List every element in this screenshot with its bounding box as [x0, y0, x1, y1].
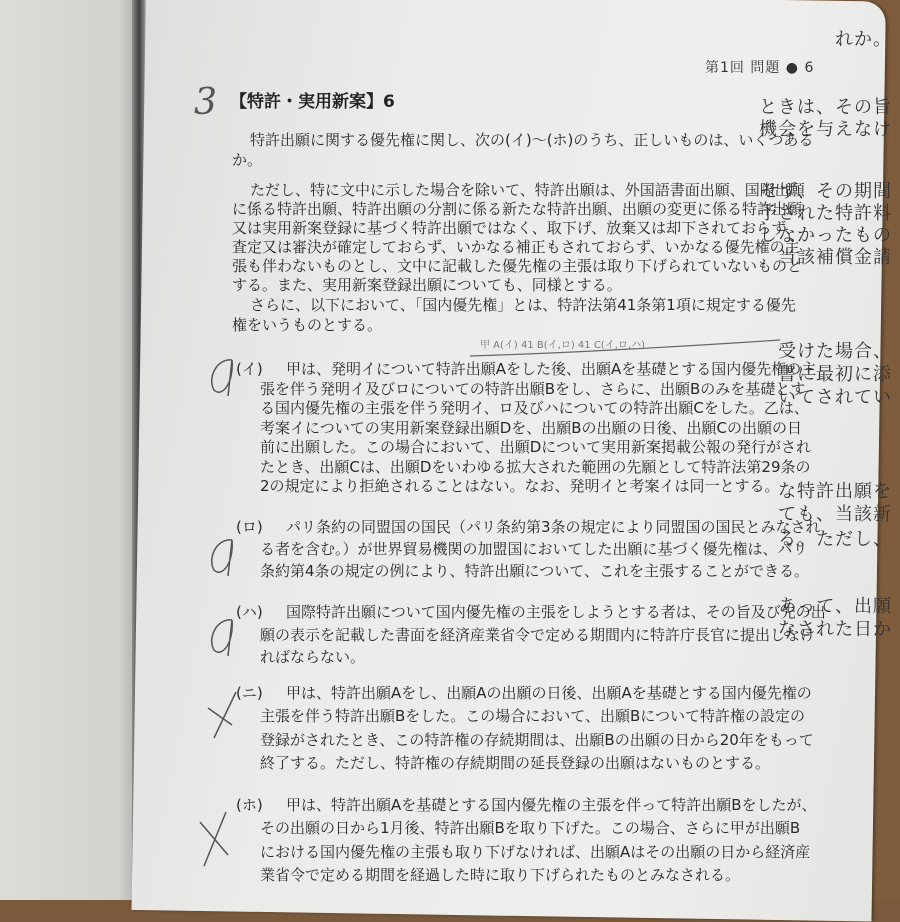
- left-page-line: 書に最初に添: [778, 364, 892, 385]
- item-3-line: 主張を伴う特許出願Bをした。この場合において、出願Bについて特許権の設定の: [260, 707, 805, 725]
- page-header: 第1回 問題 ● 6: [705, 60, 815, 76]
- left-page-line: いてされてい: [778, 387, 892, 408]
- item-0-line: 2の規定により拒絶されることはない。なお、発明イと考案イは同一とする。: [260, 477, 780, 495]
- definition-line: 権をいうものとする。: [232, 316, 383, 334]
- intro-line: 特許出願に関する優先権に関し、次の(イ)～(ホ)のうち、正しいものは、いくつある: [250, 131, 814, 149]
- condition-line: 又は実用新案登録に基づく特許出願ではなく、取下げ、放棄又は却下されておらず、: [232, 219, 800, 237]
- condition-line: に係る特許出願、特許出願の分割に係る新たな特許出願、出願の変更に係る特許出願: [232, 200, 803, 218]
- handwritten-question-number: 3: [194, 82, 217, 123]
- intro-line: か。: [232, 151, 263, 169]
- question-title: 【特許・実用新案】6: [230, 92, 395, 112]
- left-page-line: 受けた場合、: [778, 341, 892, 362]
- condition-line: 張も伴わないものとし、文中に記載した優先権の主張は取り下げられていないものと: [232, 257, 803, 275]
- item-0-line: 前に出願した。この場合において、出願Dについて実用新案掲載公報の発行がされ: [260, 438, 811, 456]
- item-4-line: 業省令で定める期間を経過した時に取り下げられたものとみなされる。: [260, 866, 741, 884]
- pencil-annotation: 甲 A(イ) 41 B(イ,ロ) 41 C(イ,ロ,ハ): [480, 340, 645, 351]
- item-3-line: 終了する。ただし、特許権の存続期間の延長登録の出願はないものとする。: [260, 754, 771, 772]
- item-0-line: 甲は、発明イについて特許出願Aをした後、出願Aを基礎とする国内優先権の主: [286, 360, 817, 378]
- left-page: [0, 0, 140, 900]
- item-1-line: る者を含む。）が世界貿易機関の加盟国においてした出願に基づく優先権は、パリ: [260, 540, 808, 558]
- item-4-line: における国内優先権の主張も取り下げなければ、出願Aはその出願の日から経済産: [260, 843, 811, 861]
- item-label: (イ): [236, 360, 263, 378]
- item-2-line: 国際特許出願について国内優先権の主張をしようとする者は、その旨及び先の出: [286, 603, 826, 621]
- item-0-line: 張を伴う発明イ及びロについての特許出願Bをし、さらに、出願Bのみを基礎とす: [260, 380, 806, 398]
- item-label: (ニ): [236, 684, 263, 702]
- item-3-line: 登録がされたとき、この特許権の存続期間は、出願Bの出願の日から20年をもって: [260, 731, 814, 749]
- item-0-line: 考案イについての実用新案登録出願Dを、出願Bの出願の日後、出願Cの出願の日: [260, 419, 803, 437]
- item-4-line: その出願の日から1月後、特許出願Bを取り下げた。この場合、さらに甲が出願B: [260, 819, 801, 837]
- left-page-line: しなかったもの: [759, 225, 892, 246]
- left-page-line: せず、その期間: [760, 181, 892, 202]
- item-3-line: 甲は、特許出願Aをし、出願Aの出願の日後、出願Aを基礎とする国内優先権の: [286, 684, 812, 702]
- left-page-line: な特許出願を: [778, 481, 892, 502]
- left-page-line: 予された特許料: [759, 203, 892, 224]
- left-page-line: あって、出願: [778, 596, 892, 617]
- item-label: (ハ): [236, 603, 263, 621]
- left-page-line: れか。: [835, 29, 892, 50]
- left-page-line: る。ただし、: [778, 529, 892, 550]
- item-1-line: 条約第4条の規定の例により、特許出願について、これを主張することができる。: [260, 562, 809, 580]
- condition-line: ただし、特に文中に示した場合を除いて、特許出願は、外国語書面出願、国際出願: [250, 181, 805, 199]
- item-4-line: 甲は、特許出願Aを基礎とする国内優先権の主張を伴って特許出願Bをしたが、: [286, 796, 817, 814]
- left-page-line: ても、当該新: [778, 504, 892, 525]
- item-label: (ロ): [236, 518, 263, 536]
- condition-line: 査定又は審決が確定しておらず、いかなる補正もされておらず、いかなる優先権の主: [232, 238, 800, 256]
- item-label: (ホ): [236, 796, 263, 814]
- item-0-line: る国内優先権の主張を伴う発明イ、ロ及びハについての特許出願Cをした。乙は、: [260, 399, 809, 417]
- condition-line: する。また、実用新案登録出願についても、同様とする。: [232, 276, 622, 294]
- item-0-line: たとき、出願Cは、出願Dをいわゆる拡大された範囲の先願として特許法第29条の: [260, 458, 811, 476]
- item-1-line: パリ条約の同盟国の国民（パリ条約第3条の規定により同盟国の国民とみなされ: [286, 518, 821, 536]
- left-page-line: なされた日か: [778, 619, 892, 640]
- left-page-line: ときは、その旨: [759, 97, 892, 118]
- left-page-line: 当該補償金請: [778, 247, 892, 268]
- left-page-line: 機会を与えなけ: [759, 119, 892, 140]
- item-2-line: ればならない。: [260, 648, 366, 666]
- definition-line: さらに、以下において、「国内優先権」とは、特許法第41条第1項に規定する優先: [250, 296, 796, 314]
- item-2-line: 願の表示を記載した書面を経済産業省令で定める期間内に特許庁長官に提出しなけ: [260, 626, 816, 644]
